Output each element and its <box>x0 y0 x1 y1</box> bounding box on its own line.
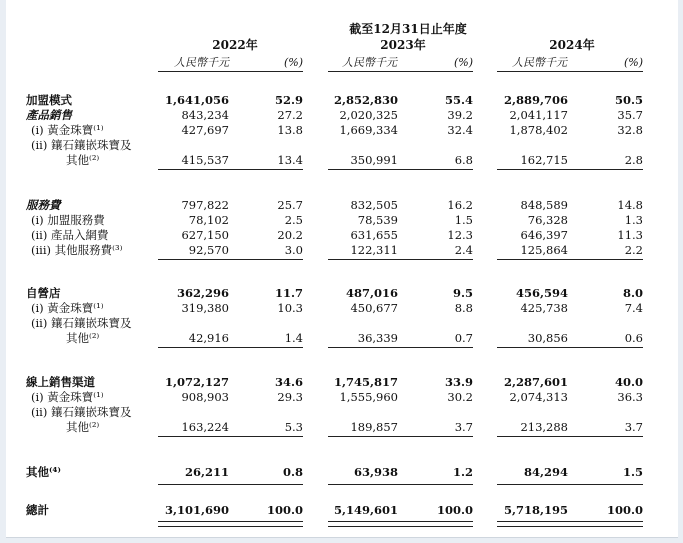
amount-cell: 908,903 <box>181 390 229 404</box>
percent-label: (%) <box>453 56 473 69</box>
row-label: 其他⁽²⁾ <box>66 331 100 345</box>
row-label: (ii) 鑲石鑲嵌珠寶及 <box>31 138 132 152</box>
amount-cell: 427,697 <box>181 123 229 137</box>
subtotal-rule <box>158 436 303 437</box>
amount-cell: 450,677 <box>350 301 398 315</box>
percent-cell: 3.7 <box>454 420 473 434</box>
percent-cell: 25.7 <box>277 198 303 212</box>
amount-cell: 78,539 <box>357 213 398 227</box>
amount-cell: 843,234 <box>181 108 229 122</box>
total-double-rule <box>497 521 643 527</box>
percent-cell: 12.3 <box>447 228 473 242</box>
row-label: (iii) 其他服務費⁽³⁾ <box>31 243 123 257</box>
subtotal-rule <box>497 259 643 260</box>
amount-cell: 78,102 <box>188 213 229 227</box>
amount-cell: 425,738 <box>520 301 568 315</box>
year-header: 2023年 <box>380 38 426 52</box>
subtotal-rule <box>328 71 473 72</box>
percent-cell: 11.7 <box>274 286 303 300</box>
row-label: (i) 黃金珠寶⁽¹⁾ <box>31 123 104 137</box>
percent-cell: 3.0 <box>284 243 303 257</box>
row-label: 產品銷售 <box>26 108 72 122</box>
percent-cell: 1.5 <box>454 213 473 227</box>
document-page <box>6 0 678 538</box>
percent-cell: 8.0 <box>622 286 643 300</box>
amount-cell: 213,288 <box>520 420 568 434</box>
amount-cell: 456,594 <box>515 286 568 300</box>
period-title: 截至12月31日止年度 <box>349 22 467 36</box>
subtotal-rule <box>328 259 473 260</box>
row-label: (ii) 鑲石鑲嵌珠寶及 <box>31 316 132 330</box>
row-label: 自營店 <box>26 286 61 300</box>
percent-cell: 5.3 <box>284 420 303 434</box>
year-header: 2024年 <box>549 38 595 52</box>
row-label: (i) 黃金珠寶⁽¹⁾ <box>31 390 104 404</box>
unit-label: 人民幣千元 <box>174 56 229 69</box>
amount-cell: 1,641,056 <box>164 93 229 107</box>
amount-cell: 122,311 <box>350 243 398 257</box>
amount-cell: 36,339 <box>357 331 398 345</box>
percent-cell: 0.8 <box>282 465 303 479</box>
unit-label: 人民幣千元 <box>342 56 397 69</box>
percent-cell: 32.8 <box>617 123 643 137</box>
amount-cell: 162,715 <box>520 153 568 167</box>
amount-cell: 189,857 <box>350 420 398 434</box>
percent-cell: 2.4 <box>454 243 473 257</box>
percent-cell: 0.7 <box>454 331 473 345</box>
percent-cell: 1.5 <box>622 465 643 479</box>
row-label: 其他⁽⁴⁾ <box>26 465 61 479</box>
amount-cell: 5,718,195 <box>503 503 568 517</box>
subtotal-rule <box>158 259 303 260</box>
subtotal-rule <box>497 347 643 348</box>
year-header: 2022年 <box>212 38 258 52</box>
row-label: (i) 黃金珠寶⁽¹⁾ <box>31 301 104 315</box>
amount-cell: 84,294 <box>523 465 568 479</box>
amount-cell: 797,822 <box>181 198 229 212</box>
amount-cell: 5,149,601 <box>333 503 398 517</box>
percent-cell: 0.6 <box>624 331 643 345</box>
percent-cell: 100.0 <box>266 503 303 517</box>
percent-cell: 9.5 <box>452 286 473 300</box>
amount-cell: 319,380 <box>181 301 229 315</box>
subtotal-rule <box>328 169 473 170</box>
percent-cell: 2.8 <box>624 153 643 167</box>
percent-cell: 32.4 <box>447 123 473 137</box>
percent-cell: 11.3 <box>617 228 643 242</box>
percent-cell: 100.0 <box>606 503 643 517</box>
percent-cell: 50.5 <box>614 93 643 107</box>
amount-cell: 2,889,706 <box>503 93 568 107</box>
percent-cell: 30.2 <box>447 390 473 404</box>
row-label: 其他⁽²⁾ <box>66 153 100 167</box>
amount-cell: 26,211 <box>184 465 229 479</box>
percent-cell: 29.3 <box>277 390 303 404</box>
percent-cell: 34.6 <box>274 375 303 389</box>
amount-cell: 2,074,313 <box>509 390 568 404</box>
amount-cell: 2,041,117 <box>509 108 568 122</box>
amount-cell: 631,655 <box>350 228 398 242</box>
percent-cell: 8.8 <box>454 301 473 315</box>
amount-cell: 627,150 <box>181 228 229 242</box>
percent-cell: 36.3 <box>617 390 643 404</box>
amount-cell: 487,016 <box>345 286 398 300</box>
percent-cell: 33.9 <box>444 375 473 389</box>
subtotal-rule <box>158 484 303 485</box>
subtotal-rule <box>497 436 643 437</box>
subtotal-rule <box>158 169 303 170</box>
percent-cell: 27.2 <box>277 108 303 122</box>
row-label: 加盟模式 <box>26 93 72 107</box>
amount-cell: 1,555,960 <box>339 390 398 404</box>
row-label: (ii) 產品入網費 <box>31 228 109 242</box>
amount-cell: 125,864 <box>520 243 568 257</box>
percent-cell: 2.5 <box>284 213 303 227</box>
amount-cell: 1,072,127 <box>164 375 229 389</box>
amount-cell: 163,224 <box>181 420 229 434</box>
percent-cell: 100.0 <box>436 503 473 517</box>
amount-cell: 832,505 <box>350 198 398 212</box>
percent-cell: 2.2 <box>624 243 643 257</box>
amount-cell: 2,287,601 <box>503 375 568 389</box>
percent-label: (%) <box>623 56 643 69</box>
percent-cell: 55.4 <box>444 93 473 107</box>
amount-cell: 646,397 <box>520 228 568 242</box>
subtotal-rule <box>158 347 303 348</box>
amount-cell: 42,916 <box>188 331 229 345</box>
amount-cell: 63,938 <box>353 465 398 479</box>
amount-cell: 3,101,690 <box>164 503 229 517</box>
subtotal-rule <box>497 71 643 72</box>
percent-cell: 35.7 <box>617 108 643 122</box>
amount-cell: 1,745,817 <box>333 375 398 389</box>
percent-cell: 13.4 <box>277 153 303 167</box>
percent-cell: 1.2 <box>452 465 473 479</box>
percent-cell: 20.2 <box>277 228 303 242</box>
percent-cell: 1.3 <box>624 213 643 227</box>
amount-cell: 2,020,325 <box>339 108 398 122</box>
percent-cell: 7.4 <box>624 301 643 315</box>
amount-cell: 415,537 <box>181 153 229 167</box>
unit-label: 人民幣千元 <box>512 56 567 69</box>
amount-cell: 2,852,830 <box>333 93 398 107</box>
total-double-rule <box>328 521 473 527</box>
row-label: 總計 <box>26 503 49 517</box>
amount-cell: 848,589 <box>520 198 568 212</box>
subtotal-rule <box>497 484 643 485</box>
amount-cell: 76,328 <box>527 213 568 227</box>
percent-cell: 40.0 <box>614 375 643 389</box>
row-label: 服務費 <box>26 198 61 212</box>
amount-cell: 1,669,334 <box>339 123 398 137</box>
amount-cell: 1,878,402 <box>509 123 568 137</box>
amount-cell: 350,991 <box>350 153 398 167</box>
amount-cell: 92,570 <box>188 243 229 257</box>
subtotal-rule <box>328 436 473 437</box>
percent-cell: 52.9 <box>274 93 303 107</box>
row-label: (ii) 鑲石鑲嵌珠寶及 <box>31 405 132 419</box>
subtotal-rule <box>328 347 473 348</box>
percent-cell: 39.2 <box>447 108 473 122</box>
row-label: 其他⁽²⁾ <box>66 420 100 434</box>
percent-cell: 10.3 <box>277 301 303 315</box>
percent-cell: 16.2 <box>447 198 473 212</box>
percent-cell: 1.4 <box>284 331 303 345</box>
subtotal-rule <box>497 169 643 170</box>
percent-cell: 6.8 <box>454 153 473 167</box>
percent-cell: 14.8 <box>617 198 643 212</box>
percent-cell: 3.7 <box>624 420 643 434</box>
row-label: 線上銷售渠道 <box>26 375 95 389</box>
subtotal-rule <box>328 484 473 485</box>
amount-cell: 30,856 <box>527 331 568 345</box>
percent-cell: 13.8 <box>277 123 303 137</box>
amount-cell: 362,296 <box>176 286 229 300</box>
subtotal-rule <box>158 71 303 72</box>
row-label: (i) 加盟服務費 <box>31 213 105 227</box>
total-double-rule <box>158 521 303 527</box>
percent-label: (%) <box>283 56 303 69</box>
